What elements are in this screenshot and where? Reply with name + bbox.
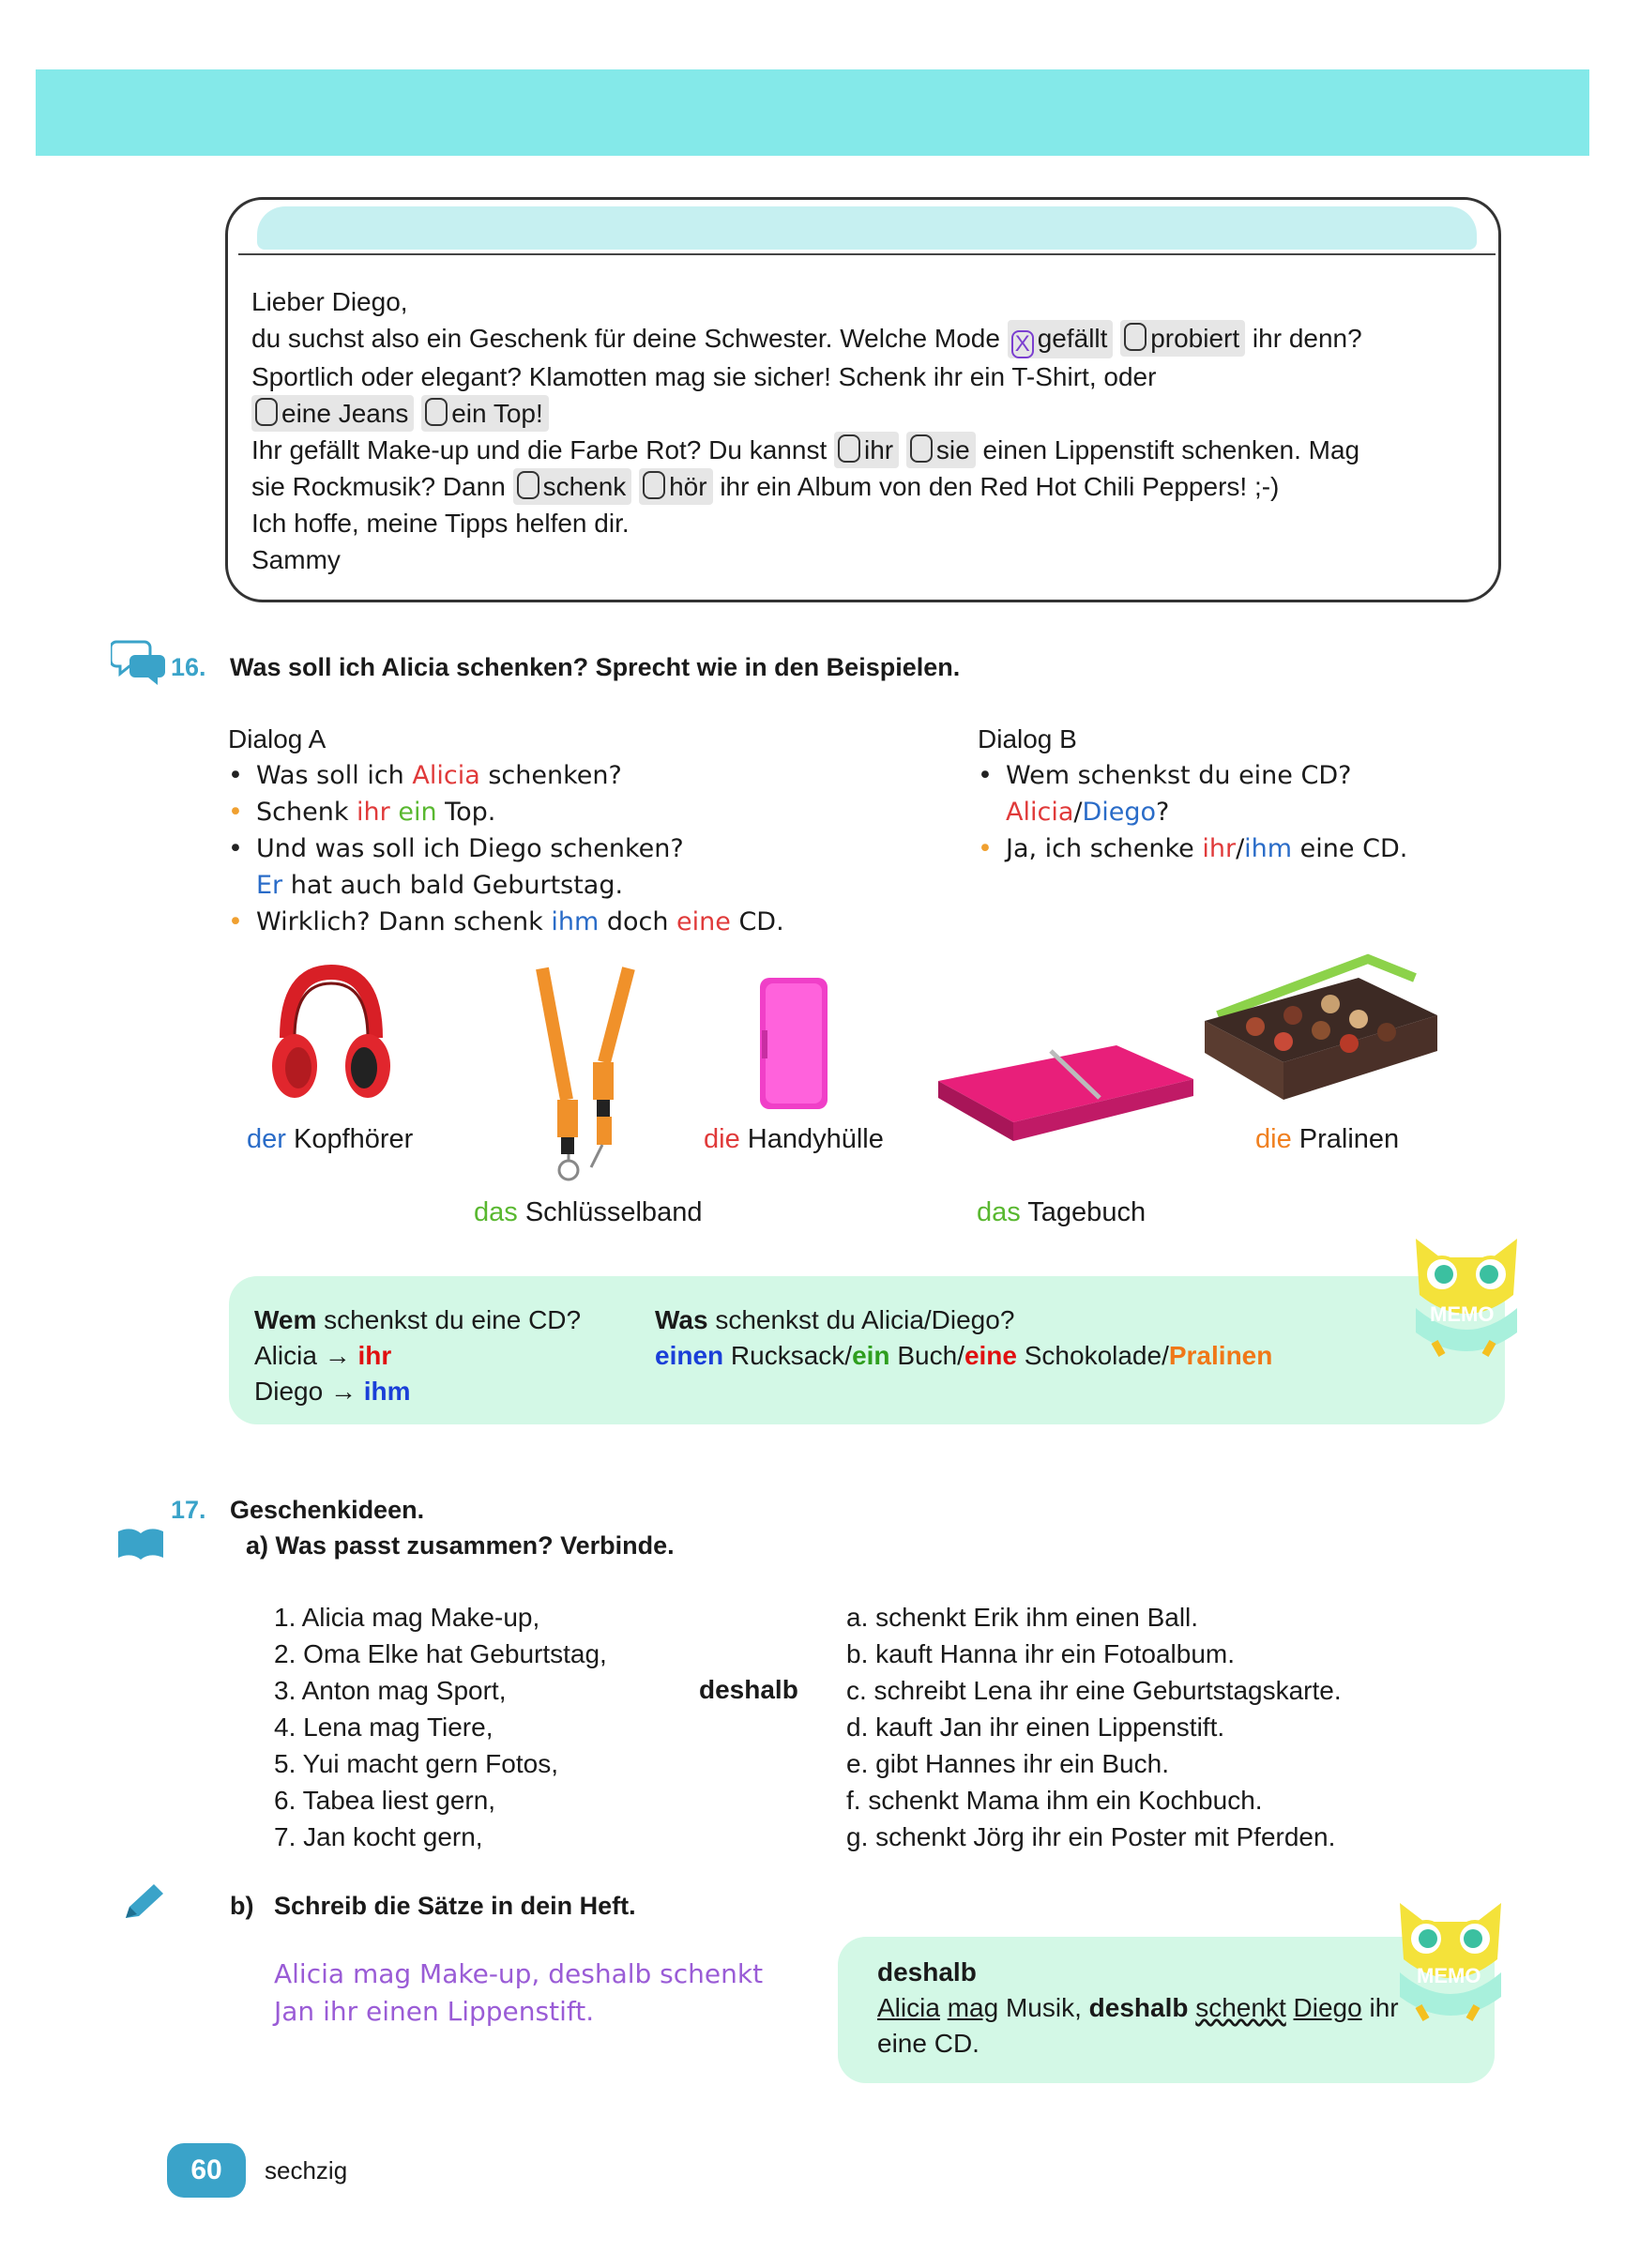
letter-header-strip — [257, 206, 1477, 250]
caption-pralinen — [1255, 1124, 1399, 1155]
speech-bubbles-icon — [111, 636, 169, 685]
example-line: Alicia mag Make-up, deshalb schenkt — [274, 1958, 764, 1989]
article-der: der — [247, 1124, 286, 1154]
caption-tagebuch — [977, 1197, 1146, 1228]
dialog-text: eine CD. — [1292, 834, 1408, 863]
list-item: 1. Alicia mag Make-up, — [274, 1603, 540, 1632]
letter-text — [251, 283, 1490, 578]
list-item: a. schenkt Erik ihm einen Ball. — [846, 1603, 1199, 1632]
option-label: probiert — [1150, 324, 1240, 353]
article-das: das — [977, 1197, 1021, 1227]
letter-greeting: Lieber Diego, — [251, 287, 408, 316]
memo-text: schenkst du eine CD? — [316, 1305, 582, 1334]
memo-bold: deshalb — [1088, 1993, 1189, 2022]
lanyard-image — [535, 959, 638, 1194]
article-die: die — [704, 1124, 740, 1154]
memo-bold: Wem — [254, 1305, 317, 1334]
page-number: 60 — [167, 2143, 246, 2198]
dialog-text: hat auch bald Geburtstag. — [282, 871, 624, 900]
dialog-text: Wem schenkst du eine CD? — [1006, 761, 1352, 790]
option-label: sie — [935, 435, 970, 464]
pencil-icon — [120, 1880, 167, 1924]
page-number-word: sechzig — [265, 2156, 348, 2184]
list-item: e. gibt Hannes ihr ein Buch. — [846, 1749, 1169, 1778]
header-band — [36, 69, 1589, 156]
bullet: • — [978, 834, 993, 863]
letter-line: sie Rockmusik? Dann — [251, 472, 506, 501]
dialog-text-highlight: ihr — [1202, 834, 1237, 863]
exercise-17b-instruction: Schreib die Sätze in dein Heft. — [274, 1892, 636, 1920]
exercise-17b-label: b) — [230, 1892, 254, 1920]
memo-subject: Diego — [1293, 1993, 1362, 2022]
dialog-text-highlight: ihr — [357, 798, 390, 827]
checkbox[interactable] — [425, 398, 448, 426]
caption-schluesselband — [474, 1197, 702, 1228]
memo-verb: mag — [947, 1993, 999, 2022]
memo-left-column — [254, 1302, 581, 1409]
dialog-text: Was soll ich — [256, 761, 413, 790]
dialog-text-highlight: Er — [256, 871, 283, 900]
option-label: schenk — [542, 472, 627, 501]
memo-label: MEMO — [1417, 1964, 1481, 1987]
dialog-text: Und was soll ich Diego schenken? — [256, 834, 684, 863]
memo-highlight: eine — [964, 1341, 1017, 1370]
checkbox[interactable] — [838, 434, 860, 463]
owl-memo-icon — [1387, 1894, 1513, 2025]
list-item: 5. Yui macht gern Fotos, — [274, 1749, 558, 1778]
memo-text: Rucksack/ — [723, 1341, 853, 1370]
exercise-17-title: Geschenkideen. — [230, 1496, 425, 1524]
memo-highlight: einen — [655, 1341, 724, 1370]
list-item: 3. Anton mag Sport, — [274, 1676, 507, 1705]
bullet: • — [228, 761, 243, 790]
checkbox[interactable] — [1124, 323, 1147, 351]
option-label: gefällt — [1037, 324, 1108, 353]
phone-case-image — [756, 974, 831, 1113]
exercise-16-title: Was soll ich Alicia schenken? Sprecht wie in den Beispielen. — [230, 653, 961, 681]
option-probiert[interactable] — [1120, 320, 1245, 357]
memo-highlight: ein — [852, 1341, 890, 1370]
list-item: b. kauft Hanna ihr ein Fotoalbum. — [846, 1639, 1236, 1668]
memo-bold: Was — [655, 1305, 708, 1334]
bullet: • — [978, 761, 993, 790]
checkbox-checked[interactable]: X — [1011, 330, 1034, 358]
dialog-text-highlight: Diego — [1082, 798, 1157, 827]
dialog-text-highlight: ihm — [551, 907, 600, 936]
exercise-17-number: 17. — [171, 1496, 206, 1524]
dialog-text: schenken? — [479, 761, 622, 790]
exercise-16-number: 16. — [171, 653, 206, 681]
option-label: hör — [669, 472, 707, 501]
option-sie[interactable] — [906, 432, 976, 468]
dialog-text: Wirklich? Dann schenk — [256, 907, 552, 936]
checkbox[interactable] — [643, 471, 665, 499]
letter-line: du suchst also ein Geschenk für deine Schwester. Welche Mode — [251, 324, 1000, 353]
memo-text: Diego — [254, 1377, 324, 1406]
option-label: ein Top! — [451, 399, 543, 428]
dialog-text: ? — [1156, 798, 1170, 827]
dialog-text: Top. — [436, 798, 496, 827]
checkbox[interactable] — [517, 471, 539, 499]
letter-signature: Sammy — [251, 545, 341, 574]
memo-text: Schokolade/ — [1016, 1341, 1169, 1370]
caption-kopfhoerer — [247, 1124, 413, 1155]
option-jeans[interactable] — [251, 395, 414, 432]
memo-title: deshalb — [877, 1957, 977, 1986]
match-left-list — [274, 1599, 607, 1855]
letter-divider — [238, 253, 1496, 255]
option-hoer[interactable] — [639, 468, 712, 505]
dialog-a-title: Dialog A — [228, 724, 327, 753]
dialog-text: Ja, ich schenke — [1006, 834, 1203, 863]
memo-text: ihr — [1361, 1993, 1399, 2022]
diary-image — [929, 1042, 1201, 1147]
dialog-text-highlight: eine — [676, 907, 731, 936]
memo-right-column — [655, 1302, 1272, 1374]
letter-line: einen Lippenstift schenken. Mag — [982, 435, 1360, 464]
letter-line: ihr denn? — [1252, 324, 1362, 353]
memo-highlight: ihr — [357, 1341, 392, 1370]
memo-subject: Alicia — [877, 1993, 940, 2022]
list-item: c. schreibt Lena ihr eine Geburtstagskarte. — [846, 1676, 1342, 1705]
memo-text: Musik, — [998, 1993, 1089, 2022]
dialog-text-highlight: Alicia — [412, 761, 480, 790]
option-schenk[interactable] — [513, 468, 632, 505]
memo-deshalb-content — [877, 1955, 1399, 2062]
option-label: eine Jeans — [281, 399, 409, 428]
arrow-right-icon: → — [324, 1341, 351, 1370]
dialog-text: / — [1073, 798, 1083, 827]
dialog-b-title: Dialog B — [978, 724, 1077, 753]
exercise-17a-instruction: a) Was passt zusammen? Verbinde. — [246, 1531, 675, 1560]
option-label: ihr — [864, 435, 894, 464]
memo-verb: schenkt — [1195, 1993, 1286, 2022]
memo-label: MEMO — [1430, 1302, 1495, 1326]
noun: Tagebuch — [1020, 1197, 1147, 1227]
arrow-right-icon: → — [329, 1377, 357, 1406]
dialog-text: doch — [599, 907, 677, 936]
owl-memo-icon — [1403, 1229, 1529, 1361]
caption-handyhuelle — [704, 1124, 884, 1155]
memo-text: eine CD. — [877, 2029, 980, 2058]
chocolates-image — [1199, 950, 1443, 1109]
noun: Kopfhörer — [285, 1124, 414, 1154]
checkbox[interactable] — [910, 434, 933, 463]
option-ihr[interactable] — [834, 432, 899, 468]
letter-line: ihr ein Album von den Red Hot Chili Peppers! ;-) — [720, 472, 1280, 501]
bullet: • — [228, 907, 243, 936]
list-item: 6. Tabea liest gern, — [274, 1786, 496, 1815]
dialog-text: CD. — [730, 907, 784, 936]
option-gefaellt[interactable] — [1008, 320, 1114, 358]
dialog-text: / — [1236, 834, 1245, 863]
list-item: 2. Oma Elke hat Geburtstag, — [274, 1639, 607, 1668]
dialog-b — [978, 721, 1559, 867]
list-item: 4. Lena mag Tiere, — [274, 1712, 494, 1742]
letter-line: Sportlich oder elegant? Klamotten mag sie sicher! Schenk ihr ein T-Shirt, oder — [251, 362, 1157, 391]
dialog-text-highlight: Alicia — [1006, 798, 1074, 827]
memo-text: Buch/ — [889, 1341, 964, 1370]
dialog-a — [228, 721, 979, 940]
noun: Pralinen — [1291, 1124, 1400, 1154]
article-die: die — [1255, 1124, 1292, 1154]
memo-text: Alicia — [254, 1341, 317, 1370]
letter-line: Ich hoffe, meine Tipps helfen dir. — [251, 509, 630, 538]
article-das: das — [474, 1197, 518, 1227]
option-top[interactable] — [421, 395, 549, 432]
connector-deshalb: deshalb — [699, 1675, 798, 1704]
noun: Handyhülle — [739, 1124, 884, 1154]
list-item: 7. Jan kocht gern, — [274, 1822, 483, 1851]
memo-text: schenkst du Alicia/Diego? — [707, 1305, 1015, 1334]
example-answer — [274, 1956, 763, 2031]
list-item: d. kauft Jan ihr einen Lippenstift. — [846, 1712, 1225, 1742]
checkbox[interactable] — [255, 398, 278, 426]
dialog-text: Schenk — [256, 798, 357, 827]
noun: Schlüsselband — [517, 1197, 703, 1227]
book-icon — [114, 1524, 167, 1561]
headphones-image — [268, 963, 394, 1102]
memo-highlight: Pralinen — [1168, 1341, 1273, 1370]
bullet: • — [228, 834, 243, 863]
letter-line: Ihr gefällt Make-up und die Farbe Rot? Du kannst — [251, 435, 828, 464]
example-line: Jan ihr einen Lippenstift. — [274, 1996, 595, 2027]
memo-highlight: ihm — [363, 1377, 411, 1406]
bullet: • — [228, 798, 243, 827]
list-item: g. schenkt Jörg ihr ein Poster mit Pferden. — [846, 1822, 1336, 1851]
list-item: f. schenkt Mama ihm ein Kochbuch. — [846, 1786, 1263, 1815]
dialog-text-highlight: ihm — [1244, 834, 1293, 863]
match-right-list — [846, 1599, 1342, 1855]
dialog-text-highlight: ein — [398, 798, 437, 827]
